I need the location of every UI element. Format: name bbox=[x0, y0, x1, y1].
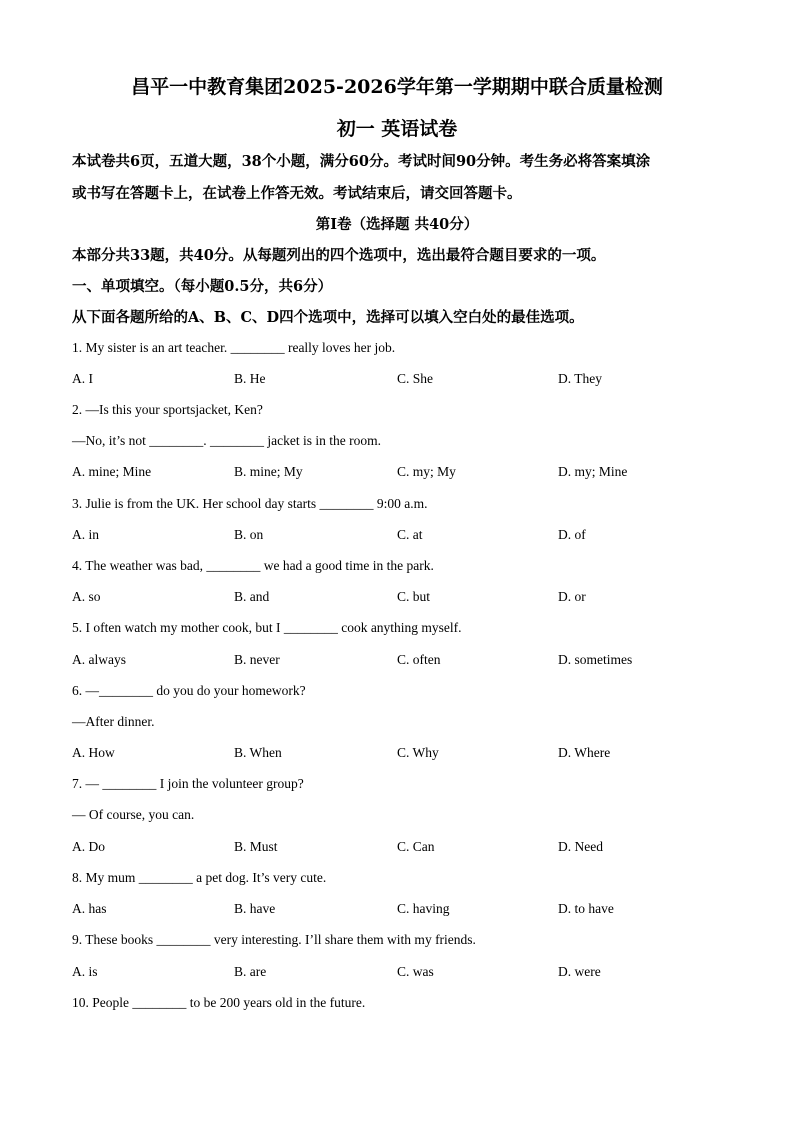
question-6-option-b: B. When bbox=[234, 745, 282, 760]
question-6-option-c: C. Why bbox=[397, 745, 439, 760]
question-9-option-d: D. were bbox=[558, 964, 601, 979]
question-2-option-d: D. my; Mine bbox=[558, 464, 628, 479]
question-7-stem: 7. — ________ I join the volunteer group? bbox=[72, 776, 304, 791]
question-6-option-a: A. How bbox=[72, 745, 115, 760]
question-9-stem: 9. These books ________ very interesting. I’ll share them with my friends. bbox=[72, 932, 476, 947]
question-5-option-d: D. sometimes bbox=[558, 652, 633, 667]
volume-heading: 第I卷（选择题 共40分） bbox=[315, 216, 479, 233]
question-1-option-d: D. They bbox=[558, 371, 602, 386]
question-4-option-b: B. and bbox=[234, 589, 270, 604]
question-7-option-d: D. Need bbox=[558, 839, 603, 854]
question-4-option-d: D. or bbox=[558, 589, 586, 604]
question-3-stem: 3. Julie is from the UK. Her school day starts ________ 9:00 a.m. bbox=[72, 496, 428, 511]
exam-title: 昌平一中教育集团2025-2026学年第一学期期中联合质量检测 bbox=[131, 76, 663, 98]
question-5-option-c: C. often bbox=[397, 652, 441, 667]
question-8-option-b: B. have bbox=[234, 901, 276, 916]
question-9-option-c: C. was bbox=[397, 964, 434, 979]
question-3-option-c: C. at bbox=[397, 527, 423, 542]
section-1-directions: 从下面各题所给的A、B、C、D四个选项中，选择可以填入空白处的最佳选项。 bbox=[72, 309, 584, 326]
question-8-stem: 8. My mum ________ a pet dog. It’s very cute. bbox=[72, 870, 327, 885]
question-8-option-c: C. having bbox=[397, 901, 450, 916]
question-2-stem: 2. —Is this your sportsjacket, Ken? bbox=[72, 402, 263, 417]
question-3-option-d: D. of bbox=[558, 527, 586, 542]
question-2-stem-line-2: —No, it’s not ________. ________ jacket is in the room. bbox=[72, 433, 381, 448]
instructions-line-1: 本试卷共6页，五道大题，38个小题，满分60分。考试时间90分钟。考生务必将答案填涂 bbox=[72, 153, 651, 170]
question-4-option-a: A. so bbox=[72, 589, 101, 604]
question-3-option-b: B. on bbox=[234, 527, 264, 542]
volume-intro: 本部分共33题，共40分。从每题列出的四个选项中，选出最符合题目要求的一项。 bbox=[72, 247, 606, 264]
question-7-option-c: C. Can bbox=[397, 839, 435, 854]
question-3-option-a: A. in bbox=[72, 527, 99, 542]
question-5-option-a: A. always bbox=[72, 652, 126, 667]
exam-subtitle: 初一 英语试卷 bbox=[336, 118, 458, 140]
question-5-stem: 5. I often watch my mother cook, but I ________ cook anything myself. bbox=[72, 620, 462, 635]
question-9-option-a: A. is bbox=[72, 964, 98, 979]
question-2-option-c: C. my; My bbox=[397, 464, 456, 479]
question-8-option-a: A. has bbox=[72, 901, 107, 916]
instructions-line-2: 或书写在答题卡上，在试卷上作答无效。考试结束后，请交回答题卡。 bbox=[72, 185, 522, 202]
question-2-option-a: A. mine; Mine bbox=[72, 464, 152, 479]
question-10-stem: 10. People ________ to be 200 years old in the future. bbox=[72, 995, 366, 1010]
question-6-stem-line-2: —After dinner. bbox=[72, 714, 155, 729]
question-4-option-c: C. but bbox=[397, 589, 431, 604]
question-7-stem-line-2: — Of course, you can. bbox=[72, 807, 195, 822]
section-1-heading: 一、单项填空。（每小题0.5分，共6分） bbox=[72, 278, 333, 295]
question-1-option-c: C. She bbox=[397, 371, 434, 386]
question-6-option-d: D. Where bbox=[558, 745, 611, 760]
question-6-stem: 6. —________ do you do your homework? bbox=[72, 683, 306, 698]
question-1-option-a: A. I bbox=[72, 371, 93, 386]
question-8-option-d: D. to have bbox=[558, 901, 614, 916]
question-1-stem: 1. My sister is an art teacher. ________ really loves her job. bbox=[72, 340, 396, 355]
question-7-option-a: A. Do bbox=[72, 839, 105, 854]
question-1-option-b: B. He bbox=[234, 371, 266, 386]
question-9-option-b: B. are bbox=[234, 964, 267, 979]
question-7-option-b: B. Must bbox=[234, 839, 278, 854]
question-5-option-b: B. never bbox=[234, 652, 280, 667]
question-2-option-b: B. mine; My bbox=[234, 464, 303, 479]
question-4-stem: 4. The weather was bad, ________ we had a good time in the park. bbox=[72, 558, 434, 573]
